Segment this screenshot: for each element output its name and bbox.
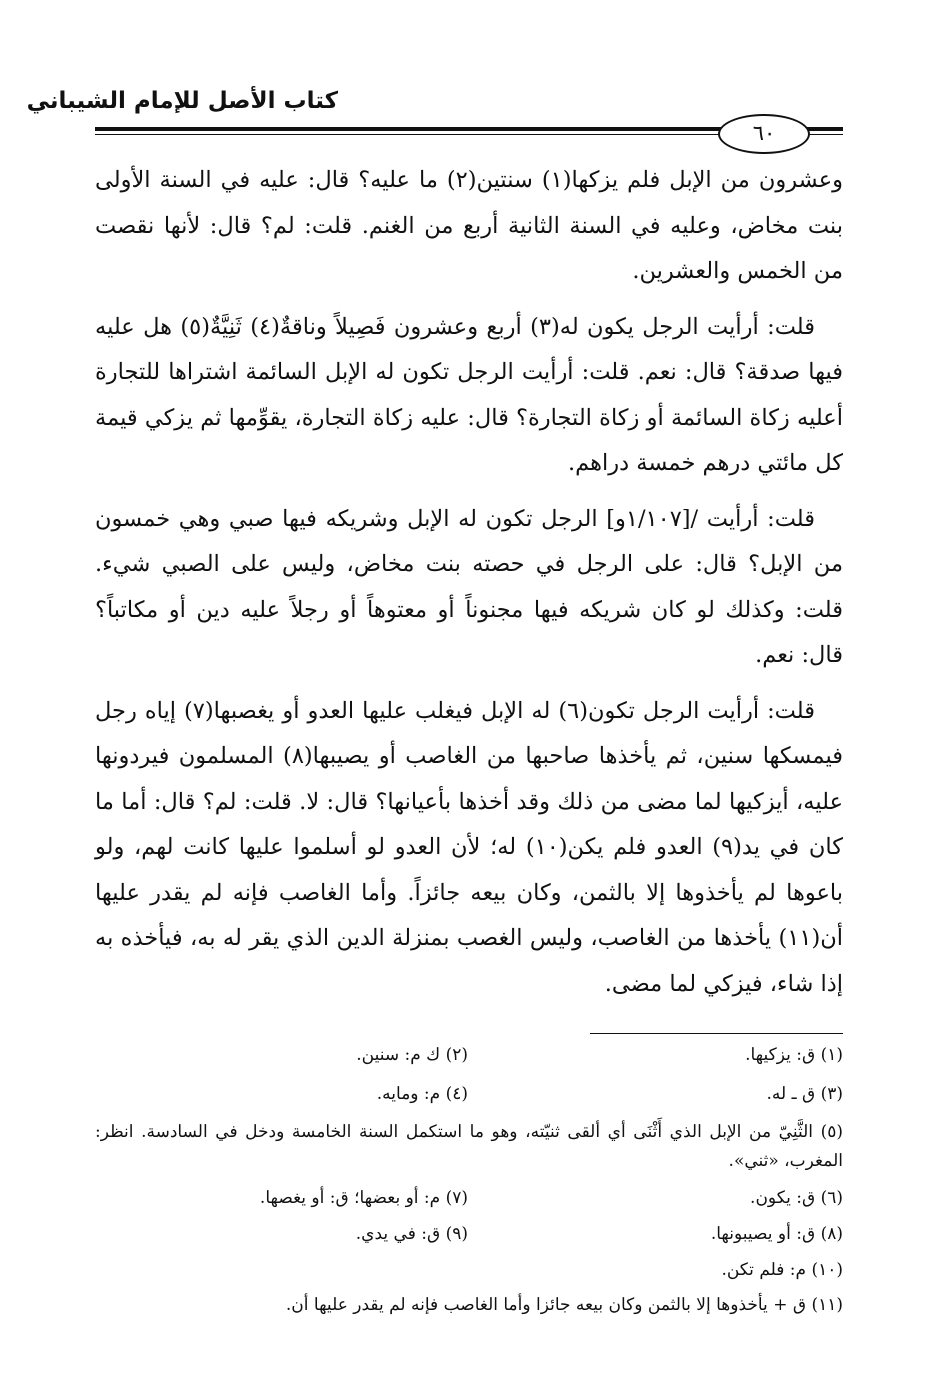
footnote-2: (٢) ك م: سنين. xyxy=(356,1045,468,1065)
footnote-6: (٦) ق: يكون. xyxy=(750,1188,843,1208)
paragraph: قلت: أرأيت /[١/١٠٧و] الرجل تكون له الإبل وشريكه فيها صبي وهي خمسون من الإبل؟ قال: على الرجل في حصته بنت مخاض، وليس على الصبي شيء. قلت: وكذلك لو كان شريكه فيها مجنوناً أو معتوهاً أو رجلاً عليه دين أو مكاتباً؟ قال: نعم. xyxy=(95,505,843,668)
footnote-10: (١٠) م: فلم تكن. xyxy=(721,1260,843,1280)
footnote-8: (٨) ق: أو يصيبونها. xyxy=(710,1224,843,1244)
footnote-separator xyxy=(590,1033,843,1034)
footnote-4: (٤) م: ومايه. xyxy=(376,1084,468,1104)
running-header-title: كتاب الأصل للإمام الشيباني xyxy=(26,88,338,114)
paragraph: قلت: أرأيت الرجل يكون له(٣) أربع وعشرون فَصِيلاً وناقةٌ(٤) ثَنِيَّةٌ(٥) هل عليه فيها صدقة؟ قال: نعم. قلت: أرأيت الرجل تكون له الإبل السائمة اشتراها للتجارة أعليه زكاة السائمة أو زكاة التجارة؟ قال: عليه زكاة التجارة، يقوِّمها ثم يزكي قيمة كل مائتي درهم خمسة دراهم. xyxy=(95,313,843,476)
footnote-11: (١١) ق + يأخذوها إلا بالثمن وكان بيعه جائزا وأما الغاصب فإنه لم يقدر عليها أن. xyxy=(285,1295,843,1315)
footnote-3: (٣) ق ـ له. xyxy=(766,1084,843,1104)
paragraph: قلت: أرأيت الرجل تكون(٦) له الإبل فيغلب عليها العدو أو يغصبها(٧) إياه رجل فيمسكها سنين، ثم يأخذها صاحبها من الغاصب أو يصيبها(٨) المسلمون فيردونها عليه، أيزكيها لما مضى من ذلك وقد أخذها بأعيانها؟ قال: لا. قلت: لم؟ قال: أما ما كان في يد(٩) العدو فلم يكن(١٠) له؛ لأن العدو لو أسلموا عليها كانت لهم، ولو باعوها لم يأخذوها إلا بالثمن، وكان بيعه جائزاً. وأما الغاصب فإنه لم يقدر عليها أن(١١) يأخذها من الغاصب، وليس الغصب بمنزلة الدين الذي يقر له به، فيأخذه به إذا شاء، فيزكي لما مضى. xyxy=(95,697,843,997)
footnote-5: (٥) الثَّنِيّ من الإبل الذي أَثْنَى أي ألقى ثنيّته، وهو ما استكمل السنة الخامسة ودخل في السادسة. انظر: المغرب، «ثني». xyxy=(95,1122,844,1171)
footnote-7: (٧) م: أو بعضها؛ ق: أو يغصها. xyxy=(259,1188,468,1208)
footnote-1: (١) ق: يزكيها. xyxy=(745,1045,843,1065)
main-text xyxy=(95,158,843,1017)
paragraph: وعشرون من الإبل فلم يزكها(١) سنتين(٢) ما عليه؟ قال: عليه في السنة الأولى بنت مخاض، وعليه في السنة الثانية أربع من الغنم. قلت: لم؟ قال: لأنها نقصت من الخمس والعشرين. xyxy=(95,167,843,284)
footnote-9: (٩) ق: في يدي. xyxy=(355,1224,468,1244)
page-number: ٦٠ xyxy=(718,114,810,154)
